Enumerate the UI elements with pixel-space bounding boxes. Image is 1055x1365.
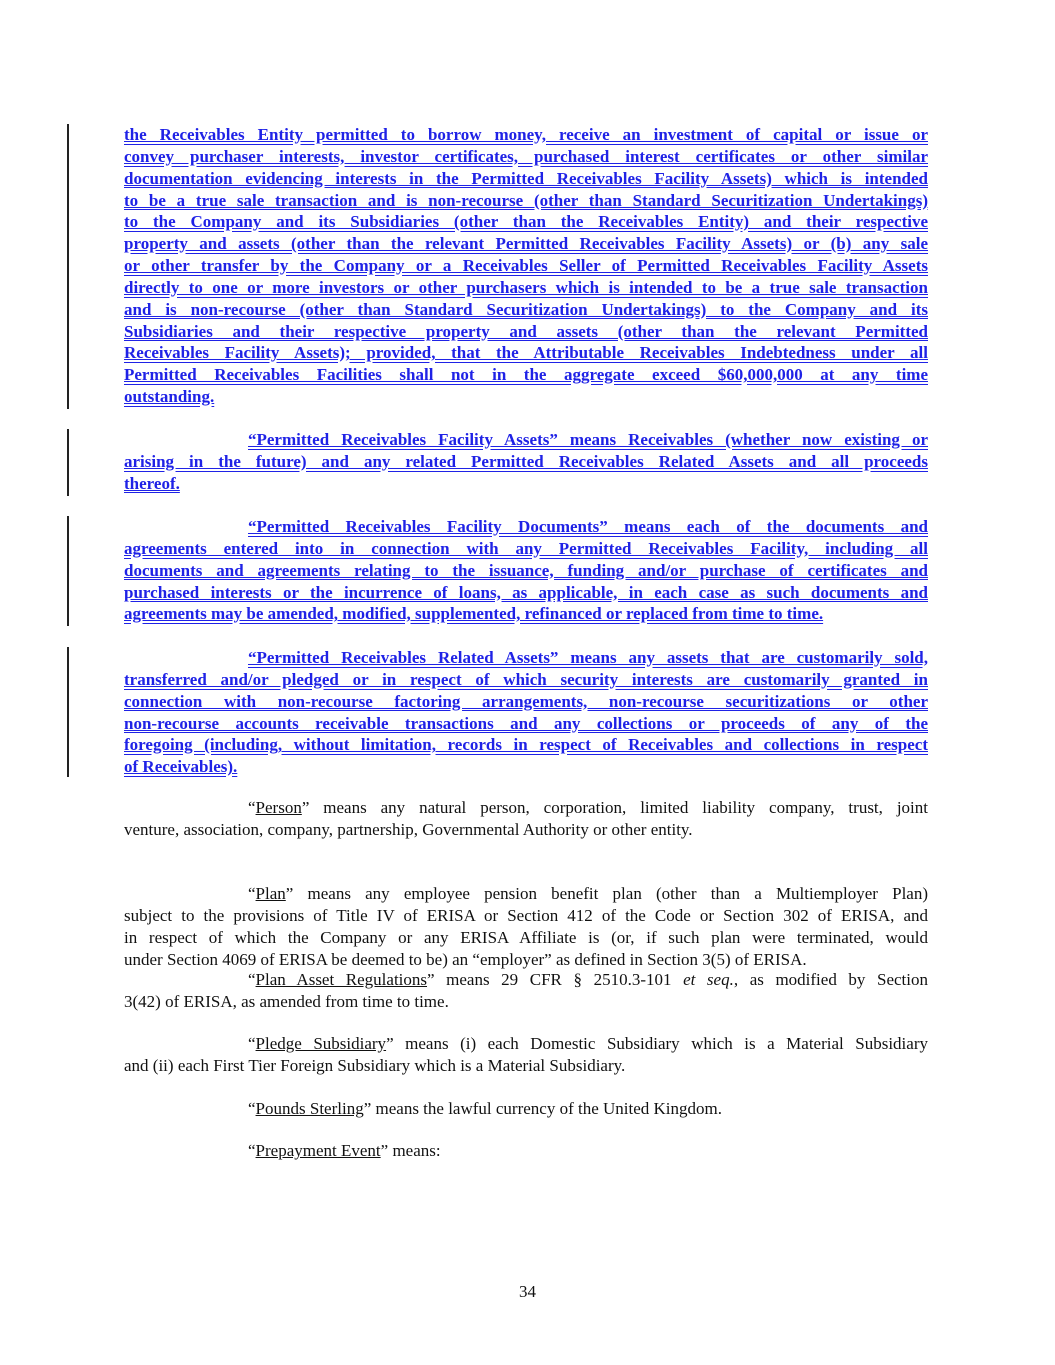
text-line: foregoing (including, without limitation, records in respect of Receivables and collections in respect [124, 735, 928, 755]
text-line [124, 1140, 928, 1162]
text-line: of Receivables). [124, 757, 238, 777]
definition-permitted-receivables-facility-documents [124, 516, 928, 625]
text-line [124, 797, 928, 819]
text-line: venture, association, company, partnership, Governmental Authority or other entity. [124, 819, 693, 839]
text-line: “Permitted Receivables Related Assets” means any assets that are customarily sold, [248, 648, 928, 667]
definition-text: ” means 29 CFR § 2510.3-101 [427, 970, 684, 989]
text-line: purchased interests or the incurrence of loans, as applicable, in each case as such documents and [124, 582, 928, 602]
page-number: 34 [519, 1282, 536, 1301]
text-line: documentation evidencing interests in the Permitted Receivables Facility Assets) which is intended [124, 168, 928, 188]
text-line: outstanding. [124, 387, 215, 407]
definition-text: ” means the lawful currency of the United Kingdom. [363, 1099, 723, 1118]
text-line: directly to one or more investors or other purchasers which is intended to be a true sale transaction [124, 277, 928, 297]
text-line: Permitted Receivables Facilities shall not in the aggregate exceed $60,000,000 at any time [124, 365, 928, 385]
open-quote: “ [248, 1034, 256, 1053]
text-line: 3(42) of ERISA, as amended from time to time. [124, 991, 449, 1011]
text-line: Subsidiaries and their respective property and assets (other than the relevant Permitted [124, 321, 928, 341]
text-line [124, 1033, 928, 1055]
defined-term: Pounds Sterling [255, 1099, 364, 1118]
definition-text: ” means (i) each Domestic Subsidiary which is a Material Subsidiary [386, 1034, 928, 1053]
text-line: non-recourse accounts receivable transactions and any collections or proceeds of any of the [124, 713, 928, 733]
text-line: to the Company and its Subsidiaries (other than the Receivables Entity) and their respective [124, 212, 928, 232]
definition-pounds-sterling [124, 1098, 928, 1120]
open-quote: “ [248, 798, 256, 817]
definition-pledge-subsidiary [124, 1033, 928, 1077]
defined-term: Plan [255, 884, 286, 903]
defined-term: Person [255, 798, 302, 817]
text-line: agreements may be amended, modified, supplemented, refinanced or replaced from time to time. [124, 604, 824, 624]
text-line: “Permitted Receivables Facility Documents” means each of the documents and [248, 517, 928, 536]
text-line: “Permitted Receivables Facility Assets” means Receivables (whether now existing or [248, 430, 928, 449]
open-quote: “ [248, 1099, 256, 1118]
definition-continuation [124, 124, 928, 408]
text-line: documents and agreements relating to the issuance, funding and/or purchase of certificates and [124, 560, 928, 580]
change-bar [67, 647, 69, 777]
open-quote: “ [248, 1141, 256, 1160]
open-quote: “ [248, 884, 256, 903]
text-line: under Section 4069 of ERISA be deemed to be) an “employer” as defined in Section 3(5) of ERISA. [124, 949, 807, 969]
text-line [124, 969, 928, 991]
text-line [124, 883, 928, 905]
change-bar [67, 124, 69, 409]
text-line [124, 1098, 928, 1120]
definition-text: ” means any natural person, corporation, limited liability company, trust, joint [301, 798, 928, 817]
text-line: and (ii) each First Tier Foreign Subsidiary which is a Material Subsidiary. [124, 1055, 626, 1075]
change-bar [67, 516, 69, 626]
definition-prepayment-event [124, 1140, 928, 1162]
text-line: thereof. [124, 473, 180, 493]
definition-permitted-receivables-facility-assets [124, 429, 928, 495]
definition-person [124, 797, 928, 841]
defined-term: Pledge Subsidiary [255, 1034, 387, 1053]
text-line: arising in the future) and any related Permitted Receivables Related Assets and all proceeds [124, 451, 928, 471]
definition-text: , as modified by Section [733, 970, 928, 989]
text-line: subject to the provisions of Title IV of ERISA or Section 412 of the Code or Section 302 of ERISA, and [124, 905, 928, 925]
text-line: connection with non-recourse factoring arrangements, non-recourse securitizations or other [124, 691, 928, 711]
latin-phrase: et seq. [683, 970, 734, 989]
text-line: Receivables Facility Assets); provided, that the Attributable Receivables Indebtedness under all [124, 343, 928, 363]
text-line: convey purchaser interests, investor certificates, purchased interest certificates or other similar [124, 146, 928, 166]
text-line: in respect of which the Company or any ERISA Affiliate is (or, if such plan were terminated, would [124, 927, 928, 947]
definition-plan [124, 883, 928, 970]
defined-term: Prepayment Event [255, 1141, 381, 1160]
definition-plan-asset-regulations [124, 969, 928, 1013]
text-line: transferred and/or pledged or in respect of which security interests are customarily granted in [124, 669, 928, 689]
text-line: or other transfer by the Company or a Receivables Seller of Permitted Receivables Facility Assets [124, 256, 928, 276]
change-bar [67, 429, 69, 496]
text-line: agreements entered into in connection with any Permitted Receivables Facility, including all [124, 538, 928, 558]
definition-text: ” means any employee pension benefit plan (other than a Multiemployer Plan) [285, 884, 928, 903]
definition-permitted-receivables-related-assets [124, 647, 928, 778]
text-line: and is non-recourse (other than Standard Securitization Undertakings) to the Company and its [124, 299, 928, 319]
text-line: to be a true sale transaction and is non-recourse (other than Standard Securitization Undertakings) [124, 190, 928, 210]
text-line: the Receivables Entity permitted to borrow money, receive an investment of capital or issue or [124, 125, 928, 144]
definition-text: ” means: [380, 1141, 441, 1160]
defined-term: Plan Asset Regulations [255, 970, 428, 989]
open-quote: “ [248, 970, 256, 989]
text-line: property and assets (other than the relevant Permitted Receivables Facility Assets) or (b) any sale [124, 234, 928, 254]
